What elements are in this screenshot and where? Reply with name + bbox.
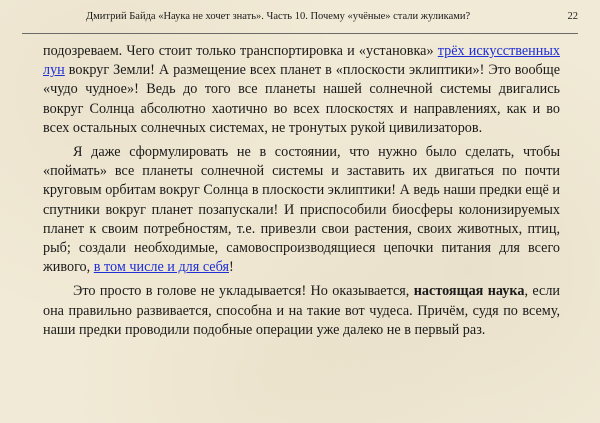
paragraph-2-text-a: Я даже сформулировать не в состоянии, что нужно было сделать, чтобы «поймать» все планеты солнечной системы и заставить их двигаться по почти круговым орбитам вокруг Солнца в плоскости эклиптики! А ведь наши предки ещё и спутники вокруг планет позапускали! И приспособили биосферы колонизируемых планет к своим потребностям, т.е. привезли свои растения, своих животных, птиц, рыб; создали необходимые, самовоспроизводящиеся цепочки питания для всего живого, xyxy=(43,144,560,276)
paragraph-1-text-a: подозреваем. Чего стоит только транспортировка и «установка» xyxy=(43,43,438,59)
paragraph-3-text-b: , если она правильно развивается, способна и на такие вот чудеса. Причём, судя по всему, наши предки проводили подобные операции уже далеко не в первый раз. xyxy=(43,283,560,338)
bold-real-science: настоящая наука xyxy=(413,283,525,300)
header-title: Дмитрий Байда «Наука не хочет знать». Часть 10. Почему «учёные» стали жуликами? xyxy=(86,11,471,22)
paragraph-1 xyxy=(43,42,560,138)
page-number: 22 xyxy=(567,11,578,22)
paragraph-2 xyxy=(43,143,560,277)
header-divider xyxy=(22,33,578,34)
page-header xyxy=(86,11,578,29)
paragraph-3-text-a: Это просто в голове не укладывается! Но оказывается, xyxy=(73,283,414,300)
link-including-for-themselves[interactable]: в том числе и для себя xyxy=(93,259,229,276)
paragraph-3 xyxy=(43,282,560,340)
link-three-artificial-moons[interactable]: трёх искусственных лун xyxy=(43,43,560,79)
document-body xyxy=(43,42,560,345)
paragraph-1-text-b: вокруг Земли! А размещение всех планет в «плоскости эклиптики»! Это вообще «чудо чудное»! Ведь до того все планеты нашей солнечной системы двигались вокруг Солнца абсолютно хаотично во всех плоскостях и направлениях, как и во всех остальных солнечных системах, не тронутых рукой цивилизаторов. xyxy=(43,62,560,136)
paragraph-2-text-b: ! xyxy=(228,259,234,276)
